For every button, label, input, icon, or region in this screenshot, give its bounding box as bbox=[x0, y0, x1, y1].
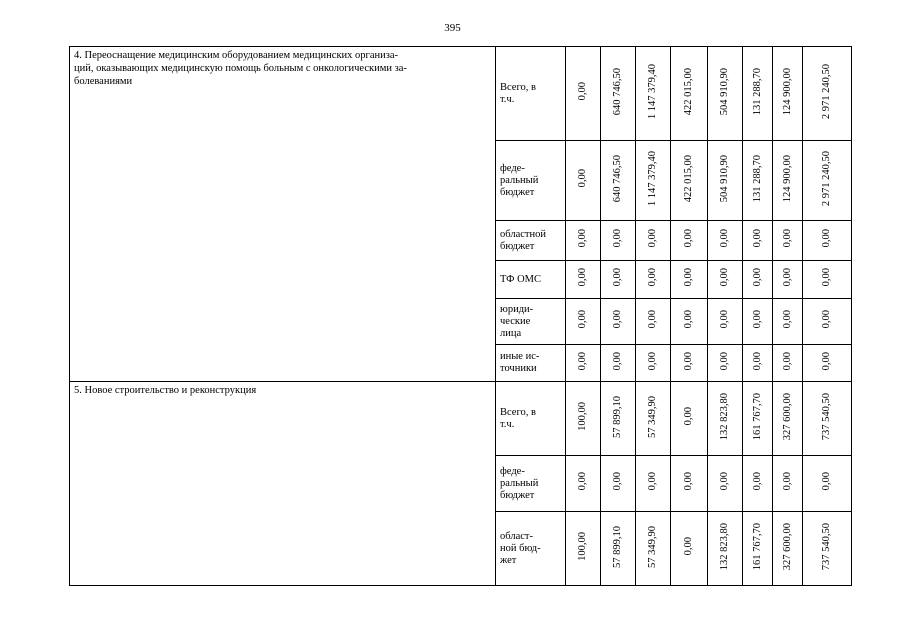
table-row bbox=[70, 382, 852, 456]
value-cell bbox=[773, 345, 803, 382]
value-cell bbox=[601, 345, 636, 382]
value-cell bbox=[601, 299, 636, 345]
value-text: 0,00 bbox=[647, 472, 658, 491]
value-cell bbox=[773, 382, 803, 456]
value-text: 737 540,50 bbox=[821, 522, 832, 571]
value-cell bbox=[708, 221, 743, 261]
value-cell bbox=[773, 456, 803, 512]
value-text: 132 823,80 bbox=[719, 392, 730, 441]
value-cell bbox=[636, 221, 671, 261]
funding-source: областной бюджет bbox=[496, 221, 566, 261]
value-text: 0,00 bbox=[751, 310, 763, 329]
value-cell bbox=[773, 141, 803, 221]
value-text: 422 015,00 bbox=[683, 67, 694, 116]
value-text: 0,00 bbox=[683, 268, 694, 287]
value-cell bbox=[743, 141, 773, 221]
value-text: 0,00 bbox=[781, 268, 793, 287]
value-text: 0,00 bbox=[821, 268, 832, 287]
value-cell bbox=[708, 141, 743, 221]
value-cell bbox=[708, 512, 743, 586]
value-text: 100,00 bbox=[577, 402, 588, 431]
value-cell bbox=[566, 299, 601, 345]
value-text: 0,00 bbox=[683, 472, 694, 491]
funding-source: Всего, в т.ч. bbox=[496, 47, 566, 141]
value-cell bbox=[601, 141, 636, 221]
value-cell bbox=[636, 141, 671, 221]
value-text: 0,00 bbox=[612, 310, 623, 329]
value-text: 57 899,10 bbox=[612, 525, 623, 568]
value-text: 0,00 bbox=[577, 351, 588, 371]
value-text: 640 746,50 bbox=[612, 67, 623, 116]
value-text: 0,00 bbox=[683, 351, 694, 371]
value-cell bbox=[636, 261, 671, 299]
funding-source: иные ис- точники bbox=[496, 345, 566, 382]
value-cell bbox=[636, 512, 671, 586]
value-text: 0,00 bbox=[577, 169, 588, 188]
value-text: 57 899,10 bbox=[612, 395, 623, 438]
table-body bbox=[70, 47, 852, 586]
value-cell bbox=[803, 221, 852, 261]
page-number: 395 bbox=[444, 22, 461, 34]
value-cell bbox=[708, 299, 743, 345]
value-cell bbox=[803, 512, 852, 586]
value-cell bbox=[773, 221, 803, 261]
value-cell bbox=[566, 141, 601, 221]
table-row bbox=[70, 47, 852, 141]
funding-source: Всего, в т.ч. bbox=[496, 382, 566, 456]
value-cell bbox=[708, 345, 743, 382]
funding-source: област- ной бюд- жет bbox=[496, 512, 566, 586]
value-cell bbox=[803, 261, 852, 299]
value-cell bbox=[671, 382, 708, 456]
value-text: 0,00 bbox=[647, 229, 658, 248]
value-text: 0,00 bbox=[751, 268, 763, 287]
value-text: 0,00 bbox=[647, 351, 658, 371]
value-text: 737 540,50 bbox=[821, 392, 832, 441]
value-text: 0,00 bbox=[719, 268, 730, 287]
value-cell bbox=[566, 221, 601, 261]
value-text: 57 349,90 bbox=[647, 525, 658, 568]
value-text: 0,00 bbox=[577, 472, 588, 491]
value-text: 0,00 bbox=[577, 229, 588, 248]
value-cell bbox=[566, 512, 601, 586]
funding-source: юриди- ческие лица bbox=[496, 299, 566, 345]
value-cell bbox=[601, 456, 636, 512]
section-title: 5. Новое строительство и реконструкция bbox=[70, 382, 496, 586]
value-text: 0,00 bbox=[683, 229, 694, 248]
value-text: 161 767,70 bbox=[751, 392, 763, 441]
value-cell bbox=[708, 47, 743, 141]
value-text: 1 147 379,40 bbox=[647, 150, 658, 207]
value-cell bbox=[773, 512, 803, 586]
value-cell bbox=[743, 345, 773, 382]
value-text: 161 767,70 bbox=[751, 522, 763, 571]
value-text: 0,00 bbox=[683, 537, 694, 556]
value-cell bbox=[743, 47, 773, 141]
value-cell bbox=[636, 47, 671, 141]
value-text: 132 823,80 bbox=[719, 522, 730, 571]
value-cell bbox=[773, 299, 803, 345]
value-text: 2 971 240,50 bbox=[821, 63, 832, 120]
value-text: 0,00 bbox=[781, 310, 793, 329]
value-text: 0,00 bbox=[683, 407, 694, 426]
value-text: 0,00 bbox=[821, 229, 832, 248]
value-cell bbox=[803, 47, 852, 141]
value-cell bbox=[803, 456, 852, 512]
funding-source: ТФ ОМС bbox=[496, 261, 566, 299]
value-text: 0,00 bbox=[719, 229, 730, 248]
value-text: 124 900,00 bbox=[781, 154, 793, 203]
value-cell bbox=[743, 221, 773, 261]
value-text: 0,00 bbox=[612, 268, 623, 287]
funding-source: феде- ральный бюджет bbox=[496, 141, 566, 221]
value-cell bbox=[671, 456, 708, 512]
value-text: 0,00 bbox=[751, 351, 763, 371]
value-cell bbox=[803, 345, 852, 382]
value-cell bbox=[601, 382, 636, 456]
value-text: 0,00 bbox=[577, 310, 588, 329]
value-text: 0,00 bbox=[821, 472, 832, 491]
value-cell bbox=[671, 141, 708, 221]
value-text: 0,00 bbox=[647, 268, 658, 287]
value-text: 131 288,70 bbox=[751, 67, 763, 116]
value-text: 0,00 bbox=[612, 472, 623, 491]
value-cell bbox=[708, 456, 743, 512]
value-cell bbox=[636, 382, 671, 456]
value-cell bbox=[708, 382, 743, 456]
value-text: 0,00 bbox=[647, 310, 658, 329]
value-cell bbox=[671, 345, 708, 382]
value-text: 640 746,50 bbox=[612, 154, 623, 203]
value-text: 327 600,00 bbox=[781, 522, 793, 571]
value-cell bbox=[803, 382, 852, 456]
section-title: 4. Переоснащение медицинским оборудованием медицинских организа- ций, оказывающих медицинскую помощь больным с онкологическими за- болеваниями bbox=[70, 47, 496, 382]
value-text: 0,00 bbox=[577, 268, 588, 287]
value-text: 0,00 bbox=[719, 472, 730, 491]
value-text: 504 910,90 bbox=[719, 67, 730, 116]
value-cell bbox=[773, 261, 803, 299]
value-text: 57 349,90 bbox=[647, 395, 658, 438]
value-cell bbox=[708, 261, 743, 299]
value-text: 504 910,90 bbox=[719, 154, 730, 203]
value-cell bbox=[566, 261, 601, 299]
value-cell bbox=[566, 382, 601, 456]
value-text: 0,00 bbox=[781, 472, 793, 491]
value-text: 327 600,00 bbox=[781, 392, 793, 441]
value-text: 0,00 bbox=[821, 310, 832, 329]
value-cell bbox=[566, 456, 601, 512]
value-cell bbox=[566, 47, 601, 141]
value-cell bbox=[636, 345, 671, 382]
value-text: 0,00 bbox=[821, 351, 832, 371]
value-cell bbox=[601, 47, 636, 141]
value-text: 0,00 bbox=[781, 229, 793, 248]
value-text: 422 015,00 bbox=[683, 154, 694, 203]
value-cell bbox=[671, 299, 708, 345]
value-cell bbox=[636, 456, 671, 512]
value-cell bbox=[743, 299, 773, 345]
value-text: 0,00 bbox=[612, 351, 623, 371]
value-text: 0,00 bbox=[683, 310, 694, 329]
value-cell bbox=[601, 261, 636, 299]
financing-table bbox=[69, 46, 852, 586]
value-cell bbox=[601, 221, 636, 261]
value-text: 0,00 bbox=[577, 82, 588, 101]
value-cell bbox=[803, 299, 852, 345]
value-text: 124 900,00 bbox=[781, 67, 793, 116]
value-cell bbox=[803, 141, 852, 221]
value-text: 0,00 bbox=[751, 229, 763, 248]
value-text: 0,00 bbox=[719, 310, 730, 329]
value-cell bbox=[671, 47, 708, 141]
value-text: 0,00 bbox=[781, 351, 793, 371]
funding-source: феде- ральный бюджет bbox=[496, 456, 566, 512]
value-text: 100,00 bbox=[577, 532, 588, 561]
value-cell bbox=[743, 456, 773, 512]
value-text: 2 971 240,50 bbox=[821, 150, 832, 207]
value-text: 0,00 bbox=[612, 229, 623, 248]
value-cell bbox=[636, 299, 671, 345]
value-text: 0,00 bbox=[719, 351, 730, 371]
value-cell bbox=[743, 512, 773, 586]
value-text: 1 147 379,40 bbox=[647, 63, 658, 120]
value-cell bbox=[743, 382, 773, 456]
value-text: 0,00 bbox=[751, 472, 763, 491]
value-cell bbox=[601, 512, 636, 586]
value-text: 131 288,70 bbox=[751, 154, 763, 203]
value-cell bbox=[743, 261, 773, 299]
value-cell bbox=[671, 512, 708, 586]
value-cell bbox=[773, 47, 803, 141]
value-cell bbox=[566, 345, 601, 382]
value-cell bbox=[671, 221, 708, 261]
value-cell bbox=[671, 261, 708, 299]
